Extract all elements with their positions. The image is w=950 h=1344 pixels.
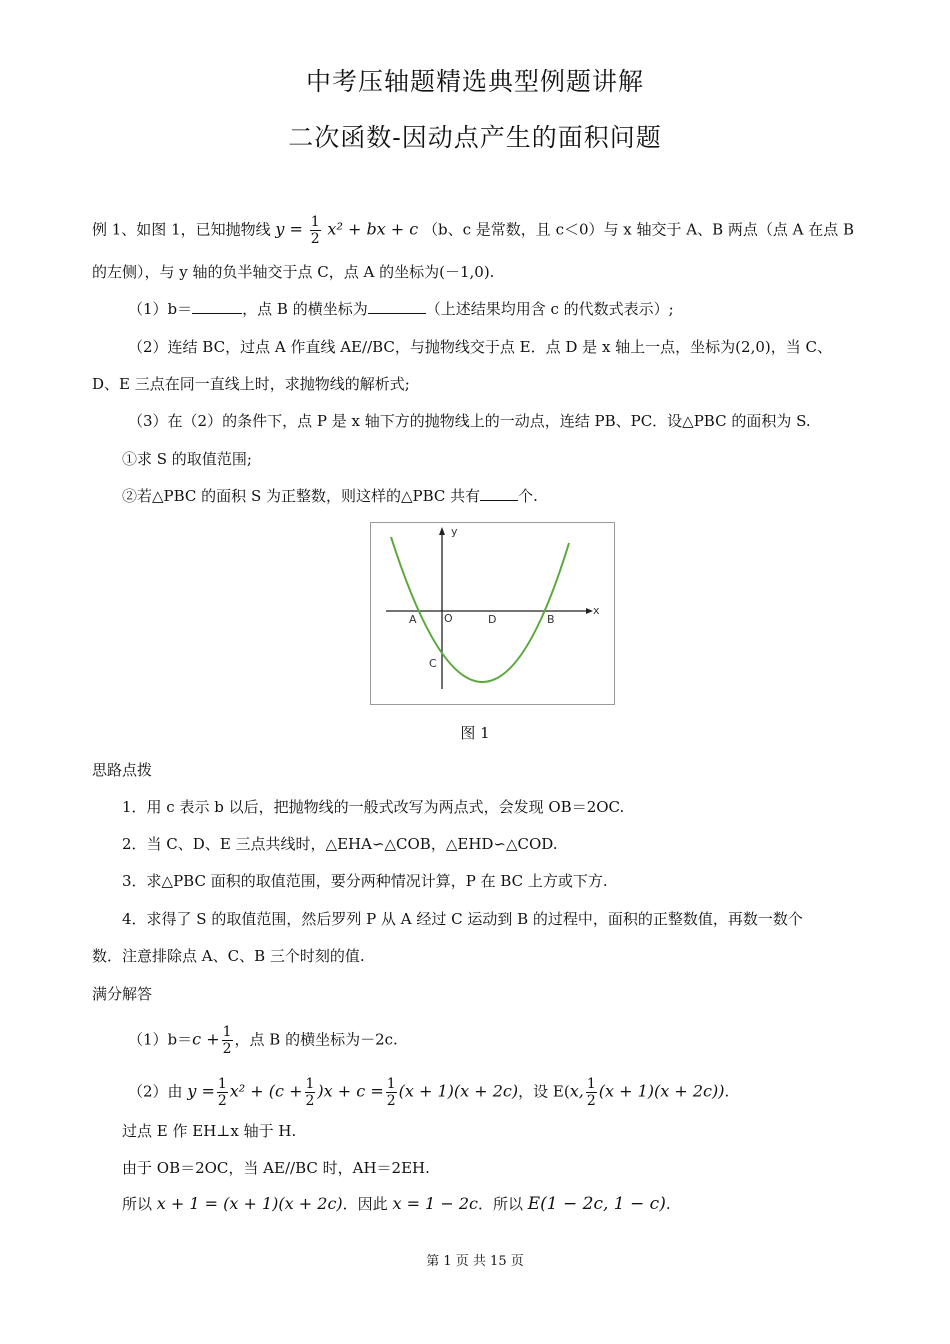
label-x: x [593, 604, 600, 617]
y-axis-arrow [439, 527, 445, 535]
label-B: B [547, 613, 555, 626]
hint-1: 1．用 c 表示 b 以后，把抛物线的一般式改写为两点式，会发现 OB＝2OC. [122, 798, 625, 816]
figure-parabola [370, 522, 615, 705]
fraction-half: $\frac{1}{2}$ [310, 214, 320, 247]
question-1: （1）b＝ ，点 B 的横坐标为 （上述结果均用含 c 的代数式表示）; [128, 300, 674, 318]
example-line-1 [92, 214, 854, 247]
x-axis-arrow [586, 608, 593, 614]
document-title: 中考压轴题精选典型例题讲解 [305, 67, 644, 96]
example-line-2: 的左侧），与 y 轴的负半轴交于点 C，点 A 的坐标为(－1,0). [92, 263, 495, 281]
example-intro: 例 1、如图 1，已知抛物线 [92, 220, 271, 239]
equation-rest: x² + bx + c [327, 219, 419, 239]
solution-4: 由于 OB＝2OC，当 AE//BC 时，AH＝2EH. [122, 1159, 430, 1177]
page-footer: 第 1 页 共 15 页 [426, 1254, 524, 1269]
question-3-part-2: ②若△PBC 的面积 S 为正整数，则这样的△PBC 共有 个. [122, 487, 538, 505]
question-3-part-1: ①求 S 的取值范围; [122, 450, 252, 468]
question-3: （3）在（2）的条件下，点 P 是 x 轴下方的抛物线上的一动点，连结 PB、PC．设△PBC 的面积为 S. [128, 412, 811, 430]
hint-2: 2．当 C、D、E 三点共线时，△EHA∽△COB，△EHD∽△COD. [122, 835, 558, 853]
solution-heading: 满分解答 [92, 985, 153, 1003]
question-2-line-2: D、E 三点在同一直线上时，求抛物线的解析式; [92, 375, 410, 393]
answer-blank-count [480, 500, 518, 501]
solution-2: （2）由 y = $\frac{1}{2}$ x² + (c + $\frac{1}{2}$ )x + c = $\frac{1}{2}$ (x + 1)(x + 2c)，设 E(x, $\frac{1}{2}$ (x + 1)(x + 2c)). [128, 1076, 730, 1109]
solution-3: 过点 E 作 EH⊥x 轴于 H. [122, 1122, 297, 1140]
label-A: A [409, 613, 417, 626]
label-D: D [488, 613, 497, 626]
hint-3: 3．求△PBC 面积的取值范围，要分两种情况计算，P 在 BC 上方或下方. [122, 872, 608, 890]
hint-4-line-2: 数．注意排除点 A、C、B 三个时刻的值. [92, 947, 365, 965]
equation-y: y = [275, 219, 303, 239]
answer-blank-xb [368, 313, 426, 314]
figure-caption: 图 1 [460, 724, 490, 742]
parabola-graph [371, 523, 614, 704]
solution-1: （1）b＝c + $\frac{1}{2}$ ，点 B 的横坐标为－2c. [128, 1024, 398, 1057]
fraction-half: $\frac{1}{2}$ [222, 1024, 232, 1057]
label-C: C [429, 657, 437, 670]
label-y: y [451, 525, 458, 538]
answer-blank-b [192, 313, 242, 314]
label-O: O [444, 612, 453, 625]
example-condition: （b、c 是常数，且 c＜0）与 x 轴交于 A、B 两点（点 A 在点 B [423, 220, 855, 239]
hints-heading: 思路点拨 [92, 761, 153, 779]
hint-4-line-1: 4．求得了 S 的取值范围，然后罗列 P 从 A 经过 C 运动到 B 的过程中，面积的正整数值，再数一数个 [122, 910, 803, 928]
question-2-line-1: （2）连结 BC，过点 A 作直线 AE//BC，与抛物线交于点 E．点 D 是 x 轴上一点，坐标为(2,0)，当 C、 [128, 338, 832, 356]
document-subtitle: 二次函数-因动点产生的面积问题 [288, 123, 662, 152]
solution-5: 所以 x + 1 = (x + 1)(x + 2c)．因此 x = 1 − 2c．所以 E(1 − 2c, 1 − c). [122, 1194, 671, 1214]
parabola-curve [391, 537, 569, 682]
